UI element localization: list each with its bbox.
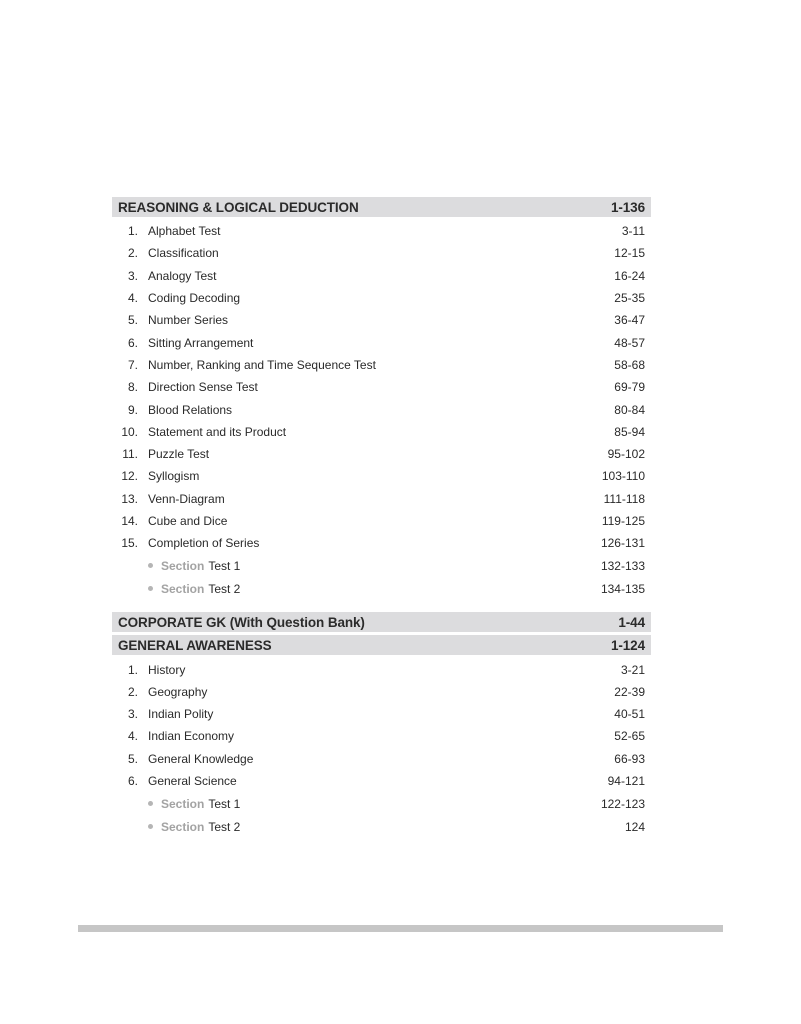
bullet-icon — [148, 563, 153, 568]
section-test-label: Section — [161, 819, 205, 834]
entry-number: 1. — [127, 662, 138, 677]
toc-entry[interactable] — [112, 398, 651, 420]
entry-number: 3. — [127, 707, 138, 722]
section-header-general-awareness[interactable] — [112, 635, 651, 655]
toc-entry[interactable] — [112, 376, 651, 398]
section-test-label: Section — [161, 796, 205, 811]
entry-title: Classification — [148, 246, 219, 261]
toc-entry[interactable] — [112, 220, 651, 242]
entry-number: 1. — [127, 224, 138, 239]
entry-title: Cube and Dice — [148, 514, 228, 528]
entry-pages: 58-68 — [614, 357, 645, 372]
section-test-title: Test 2 — [208, 819, 241, 834]
entry-pages: 22-39 — [614, 684, 645, 699]
entry-pages: 69-79 — [614, 380, 645, 395]
section-test-entry[interactable] — [112, 554, 651, 577]
entry-number: 2. — [127, 246, 138, 261]
entry-number: 9. — [127, 402, 138, 417]
section-header-corporate-gk[interactable] — [112, 612, 651, 632]
entry-number: 11. — [122, 447, 138, 462]
entry-pages: 40-51 — [614, 707, 645, 722]
entry-title: Sitting Arrangement — [148, 335, 254, 350]
section-test-entry[interactable] — [112, 577, 651, 600]
entry-title: Direction Sense Test — [148, 380, 258, 395]
entry-number: 12. — [121, 469, 138, 484]
toc-entry[interactable] — [112, 770, 651, 792]
entry-pages: 95-102 — [607, 447, 645, 462]
toc-entry[interactable] — [112, 309, 651, 331]
entry-number: 13. — [121, 491, 138, 506]
toc-entry[interactable] — [112, 658, 651, 680]
entry-title: Indian Economy — [148, 729, 235, 744]
toc-entry[interactable] — [112, 242, 651, 264]
section-test-title: Test 2 — [208, 581, 241, 596]
toc-entry[interactable] — [112, 465, 651, 487]
toc-entry[interactable] — [112, 510, 651, 532]
entry-title: General Science — [148, 774, 237, 789]
toc-entry[interactable] — [112, 488, 651, 510]
section-test-entry[interactable] — [112, 792, 651, 815]
toc-entry[interactable] — [112, 703, 651, 725]
section-test-pages: 132-133 — [600, 558, 645, 573]
section-test-pages: 122-123 — [600, 796, 645, 811]
entry-pages: 48-57 — [614, 335, 645, 350]
section-pages: 1-136 — [610, 199, 645, 215]
entry-title: History — [148, 662, 186, 677]
section-pages: 1-44 — [618, 614, 645, 630]
entry-title: General Knowledge — [148, 751, 254, 766]
table-of-contents — [112, 197, 651, 838]
entry-number: 5. — [127, 313, 138, 328]
entry-pages: 85-94 — [614, 424, 645, 439]
toc-entry[interactable] — [112, 287, 651, 309]
entry-number: 6. — [127, 335, 138, 350]
entry-pages: 25-35 — [614, 291, 645, 306]
entry-pages: 111-118 — [603, 491, 645, 506]
entry-title: Statement and its Product — [148, 424, 287, 439]
toc-entry[interactable] — [112, 331, 651, 353]
entry-number: 14. — [121, 514, 138, 528]
entry-pages: 126-131 — [600, 536, 645, 551]
section-pages: 1-124 — [610, 637, 645, 653]
section-title: CORPORATE GK (With Question Bank) — [118, 614, 365, 630]
entry-number: 5. — [127, 751, 138, 766]
entry-pages: 66-93 — [614, 751, 645, 766]
entry-title: Indian Polity — [148, 707, 214, 722]
section-test-title: Test 1 — [208, 796, 241, 811]
toc-entry[interactable] — [112, 681, 651, 703]
entry-title: Coding Decoding — [148, 291, 241, 306]
toc-entry[interactable] — [112, 354, 651, 376]
entry-pages: 3-21 — [620, 662, 645, 677]
section-title: GENERAL AWARENESS — [118, 637, 272, 653]
entry-title: Completion of Series — [148, 536, 260, 551]
entry-title: Number, Ranking and Time Sequence Test — [148, 357, 376, 372]
section-items-general-awareness — [112, 658, 651, 838]
section-test-label: Section — [161, 558, 205, 573]
section-test-entry[interactable] — [112, 815, 651, 838]
entry-number: 4. — [127, 291, 138, 306]
toc-entry[interactable] — [112, 748, 651, 770]
entry-title: Puzzle Test — [148, 447, 210, 462]
section-test-title: Test 1 — [208, 558, 241, 573]
entry-number: 4. — [127, 729, 138, 744]
toc-entry[interactable] — [112, 532, 651, 554]
entry-title: Alphabet Test — [148, 224, 221, 239]
entry-title: Geography — [148, 684, 208, 699]
bullet-icon — [148, 801, 153, 806]
toc-entry[interactable] — [112, 265, 651, 287]
entry-number: 2. — [127, 684, 138, 699]
entry-number: 10. — [121, 424, 138, 439]
entry-number: 15. — [121, 536, 138, 551]
bullet-icon — [148, 586, 153, 591]
entry-pages: 12-15 — [614, 246, 645, 261]
footer-divider — [78, 925, 723, 932]
entry-number: 6. — [127, 774, 138, 789]
toc-entry[interactable] — [112, 443, 651, 465]
entry-title: Blood Relations — [148, 402, 233, 417]
section-test-label: Section — [161, 581, 205, 596]
entry-number: 8. — [127, 380, 138, 395]
entry-number: 3. — [127, 268, 138, 283]
section-header-reasoning[interactable] — [112, 197, 651, 217]
entry-title: Analogy Test — [148, 268, 217, 283]
entry-pages: 94-121 — [607, 774, 645, 789]
entry-pages: 3-11 — [621, 224, 645, 239]
toc-entry[interactable] — [112, 725, 651, 747]
section-title: REASONING & LOGICAL DEDUCTION — [118, 199, 359, 215]
entry-title: Syllogism — [148, 469, 200, 484]
entry-pages: 119-125 — [601, 514, 645, 528]
entry-title: Number Series — [148, 313, 229, 328]
entry-title: Venn-Diagram — [148, 491, 225, 506]
entry-pages: 52-65 — [614, 729, 645, 744]
section-test-pages: 124 — [624, 819, 645, 834]
entry-pages: 80-84 — [614, 402, 645, 417]
entry-pages: 103-110 — [601, 469, 645, 484]
entry-pages: 16-24 — [614, 268, 645, 283]
entry-pages: 36-47 — [614, 313, 645, 328]
bullet-icon — [148, 824, 153, 829]
section-test-pages: 134-135 — [600, 581, 645, 596]
section-items-reasoning — [112, 220, 651, 600]
entry-number: 7. — [127, 357, 138, 372]
toc-entry[interactable] — [112, 421, 651, 443]
